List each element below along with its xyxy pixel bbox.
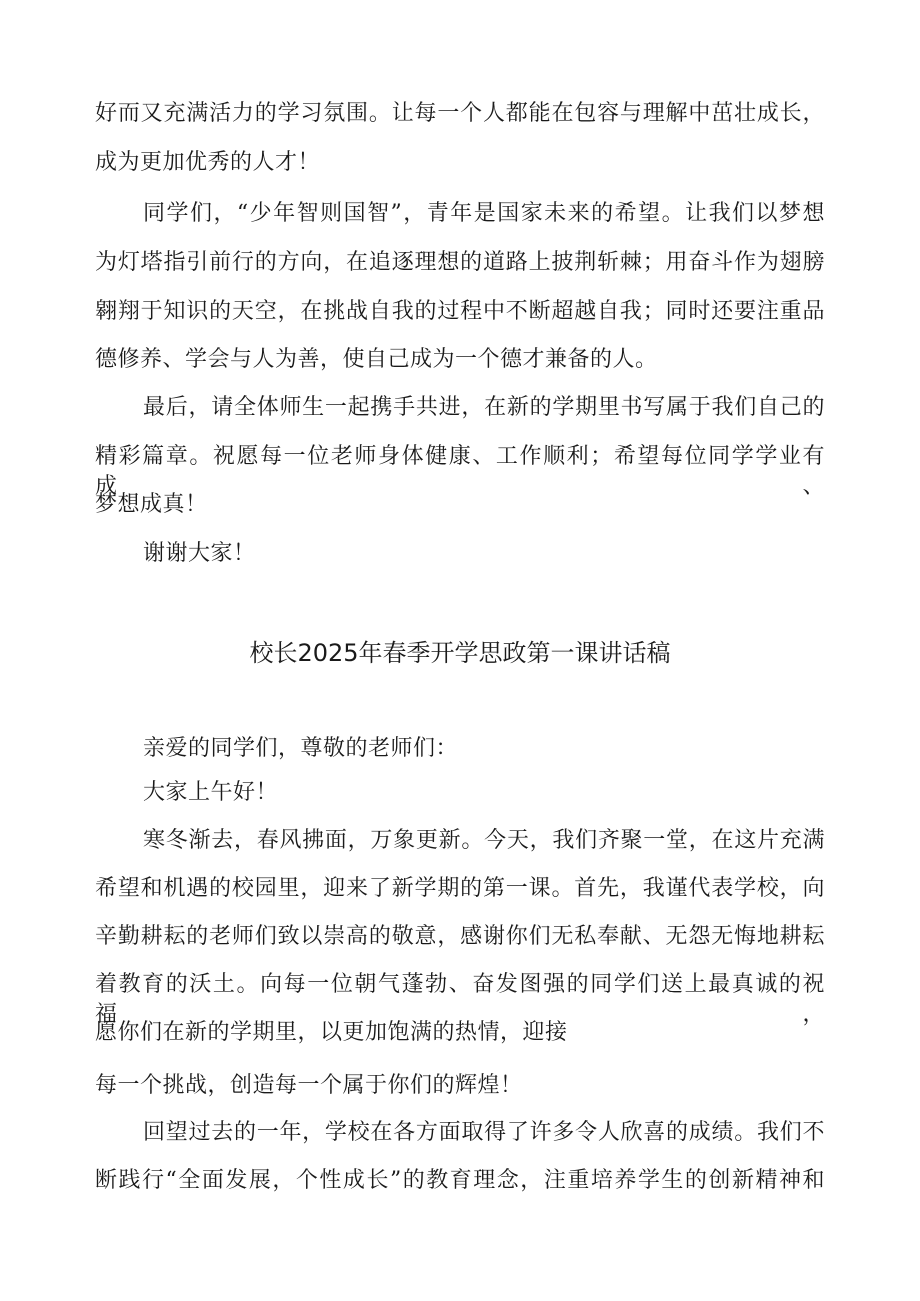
text-line: 辛勤耕耘的老师们致以崇高的敬意，感谢你们无私奉献、无怨无悔地耕耘 xyxy=(95,924,825,949)
text-line: 成为更加优秀的人才！ xyxy=(95,150,321,175)
text-line: 最后，请全体师生一起携手共进，在新的学期里书写属于我们自己的 xyxy=(143,395,825,420)
text-line: 同学们，“少年智则国智”，青年是国家未来的希望。让我们以梦想 xyxy=(143,201,825,226)
text-line: 精彩篇章。祝愿每一位老师身体健康、工作顺利；希望每位同学学业有成、 xyxy=(95,444,825,499)
text-line: 寒冬渐去，春风拂面，万象更新。今天，我们齐聚一堂，在这片充满 xyxy=(143,828,825,853)
greeting-line: 大家上午好！ xyxy=(143,780,279,805)
text-line: 希望和机遇的校园里，迎来了新学期的第一课。首先，我谨代表学校，向 xyxy=(95,876,825,901)
text-line: 梦想成真！ xyxy=(95,492,208,517)
greeting-line: 亲爱的同学们，尊敬的老师们： xyxy=(143,736,459,761)
text-line: 谢谢大家！ xyxy=(143,541,256,566)
text-line: 愿你们在新的学期里，以更加饱满的热情，迎接 xyxy=(95,1020,568,1045)
text-line: 好而又充满活力的学习氛围。让每一个人都能在包容与理解中茁壮成长， xyxy=(95,101,825,126)
text-line: 为灯塔指引前行的方向，在追逐理想的道路上披荆斩棘；用奋斗作为翅膀 xyxy=(95,250,825,275)
text-line: 断践行“全面发展，个性成长”的教育理念，注重培养学生的创新精神和 xyxy=(95,1168,825,1193)
text-line: 翱翔于知识的天空，在挑战自我的过程中不断超越自我；同时还要注重品 xyxy=(95,299,825,324)
text-line: 回望过去的一年，学校在各方面取得了许多令人欣喜的成绩。我们不 xyxy=(143,1120,825,1145)
page-title: 校长2025年春季开学思政第一课讲话稿 xyxy=(249,639,671,667)
text-line: 着教育的沃土。向每一位朝气蓬勃、奋发图强的同学们送上最真诚的祝福， xyxy=(95,972,825,1027)
text-line: 德修养、学会与人为善，使自己成为一个德才兼备的人。 xyxy=(95,347,658,372)
text-line: 每一个挑战，创造每一个属于你们的辉煌！ xyxy=(95,1073,523,1098)
